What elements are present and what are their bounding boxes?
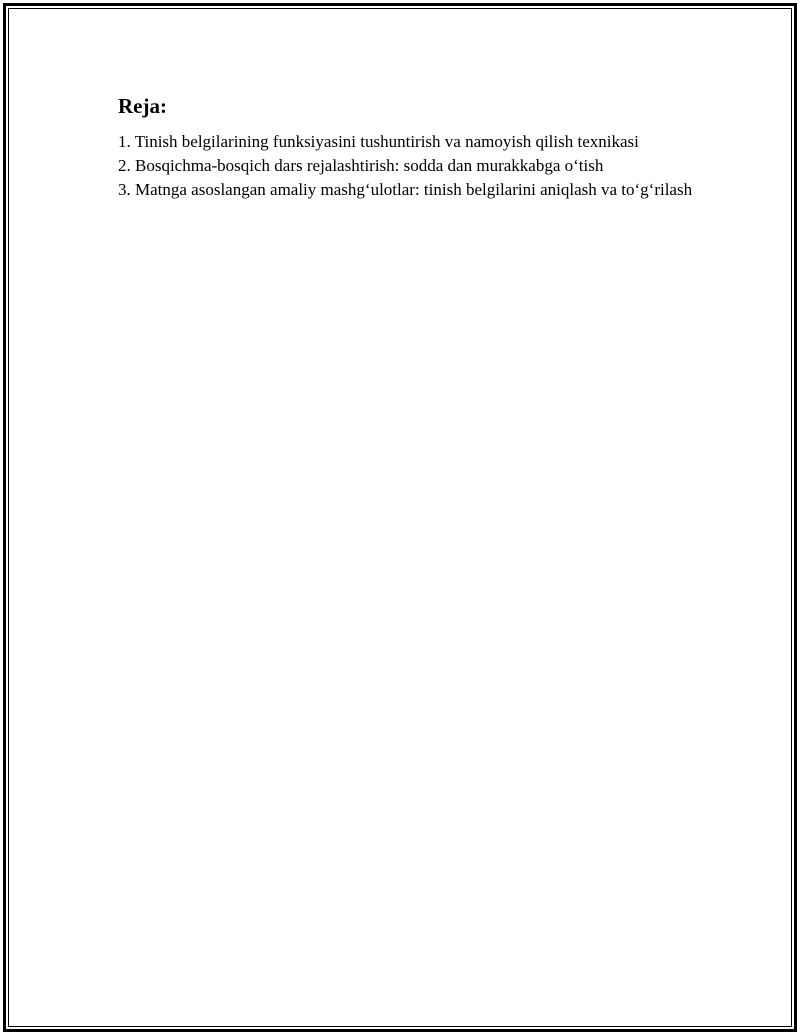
plan-item-2: 2. Bosqichma-bosqich dars rejalashtirish: sodda dan murakkabga o‘tish bbox=[118, 156, 604, 175]
plan-heading: Reja: bbox=[118, 94, 167, 118]
document-content bbox=[118, 92, 698, 202]
plan-item-3: 3. Matnga asoslangan amaliy mashg‘ulotlar: tinish belgilarini aniqlash va to‘g‘rilash bbox=[118, 180, 693, 199]
plan-list bbox=[118, 130, 698, 202]
plan-item-1: 1. Tinish belgilarining funksiyasini tushuntirish va namoyish qilish texnikasi bbox=[118, 132, 639, 151]
